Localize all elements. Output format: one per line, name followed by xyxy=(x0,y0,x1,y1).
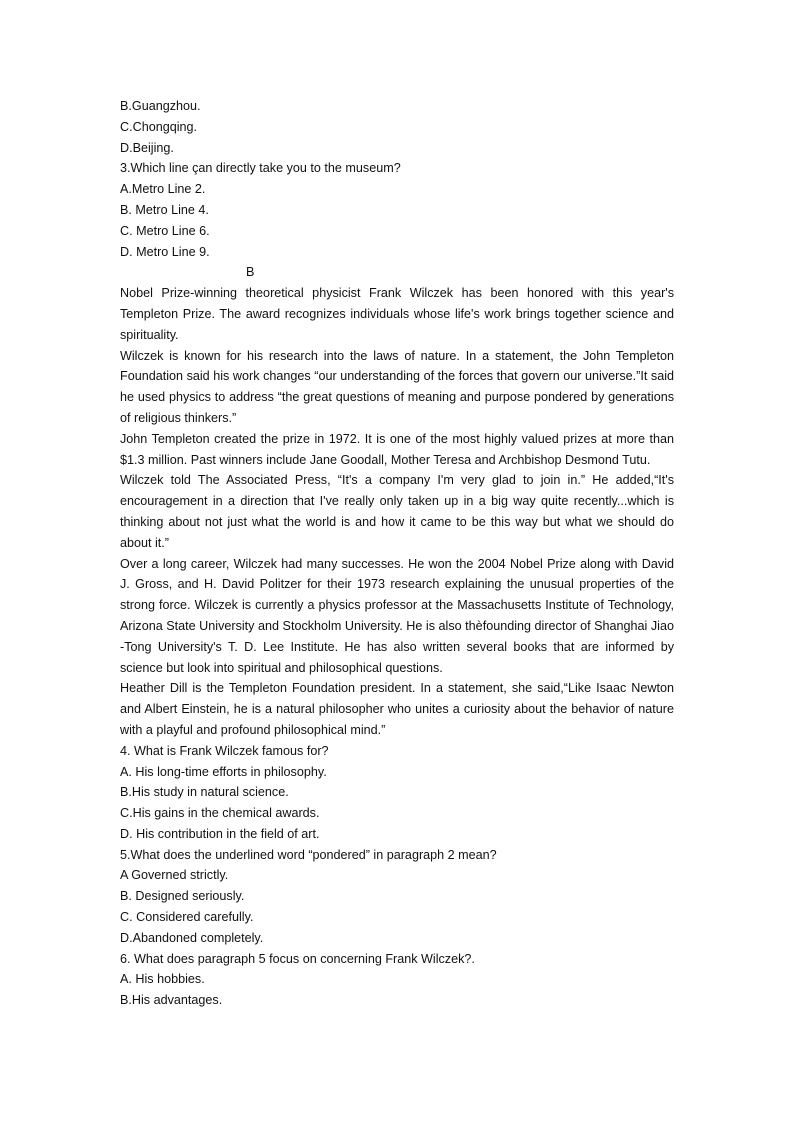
question-3-option-d: D. Metro Line 9. xyxy=(120,244,210,259)
question-6-option-a: A. His hobbies. xyxy=(120,972,205,987)
question-3 xyxy=(120,158,674,262)
question-3-option-b: B. Metro Line 4. xyxy=(120,202,209,217)
option-d: D.Beijing. xyxy=(120,140,174,155)
question-5-option-b: B. Designed seriously. xyxy=(120,889,245,904)
option-b: B.Guangzhou. xyxy=(120,99,201,113)
question-6 xyxy=(120,949,674,1011)
passage-paragraph-3: John Templeton created the prize in 1972. It is one of the most highly valued prizes at more than $1.3 million. Past winners include Jane Goodall, Mother Teresa and Archbishop Desmond Tutu. xyxy=(120,431,674,467)
previous-question-options xyxy=(120,96,674,158)
question-5 xyxy=(120,845,674,949)
question-3-option-a: A.Metro Line 2. xyxy=(120,182,206,197)
question-5-option-d: D.Abandoned completely. xyxy=(120,930,264,945)
question-6-text: 6. What does paragraph 5 focus on concerning Frank Wilczek?. xyxy=(120,951,475,966)
question-4-option-b: B.His study in natural science. xyxy=(120,785,289,800)
passage-paragraph-4: Wilczek told The Associated Press, “It's a company I'm very glad to join in.” He added,“It's encouragement in a direction that I've really only taken up in a big way quite recently...which is thinking about not just what the world is and how it came to be this way but what we should do about it.” xyxy=(120,473,674,550)
passage-paragraph-1: Nobel Prize-winning theoretical physicist Frank Wilczek has been honored with this year's Templeton Prize. The award recognizes individuals whose life's work brings together science and spirituality. xyxy=(120,286,674,342)
question-4-option-a: A. His long-time efforts in philosophy. xyxy=(120,764,327,779)
question-6-option-b: B.His advantages. xyxy=(120,993,223,1008)
question-3-option-c: C. Metro Line 6. xyxy=(120,223,210,238)
question-4 xyxy=(120,741,674,845)
passage-paragraph-2: Wilczek is known for his research into the laws of nature. In a statement, the John Templeton Foundation said his work changes “our understanding of the forces that govern our universe.”It said he used physics to address “the great questions of meaning and purpose pondered by generations of religious thinkers.” xyxy=(120,348,674,425)
question-3-text: 3.Which line çan directly take you to the museum? xyxy=(120,161,401,176)
question-4-option-d: D. His contribution in the field of art. xyxy=(120,826,320,841)
question-5-option-c: C. Considered carefully. xyxy=(120,910,254,925)
document-page xyxy=(120,96,674,1011)
passage-body xyxy=(120,283,674,741)
question-4-option-c: C.His gains in the chemical awards. xyxy=(120,806,320,821)
option-c: C.Chongqing. xyxy=(120,119,198,134)
question-5-option-a: A Governed strictly. xyxy=(120,868,229,883)
passage-paragraph-5: Over a long career, Wilczek had many successes. He won the 2004 Nobel Prize along with David J. Gross, and H. David Politzer for their 1973 research explaining the unusual properties of the strong force. Wilczek is currently a physics professor at the Massachusetts Institute of Technology, Arizona State University and Stockholm University. He is also thèfounding director of Shanghai Jiao -Tong University's T. D. Lee Institute. He has also written several books that are informed by science but look into spiritual and philosophical questions. xyxy=(120,556,674,675)
passage-label: B xyxy=(246,265,255,280)
question-5-text: 5.What does the underlined word “pondered” in paragraph 2 mean? xyxy=(120,847,497,862)
passage-paragraph-6: Heather Dill is the Templeton Foundation president. In a statement, she said,“Like Isaac Newton and Albert Einstein, he is a natural philosopher who unites a curiosity about the behavior of nature with a playful and profound philosophical mind.” xyxy=(120,681,674,737)
question-4-text: 4. What is Frank Wilczek famous for? xyxy=(120,743,329,758)
